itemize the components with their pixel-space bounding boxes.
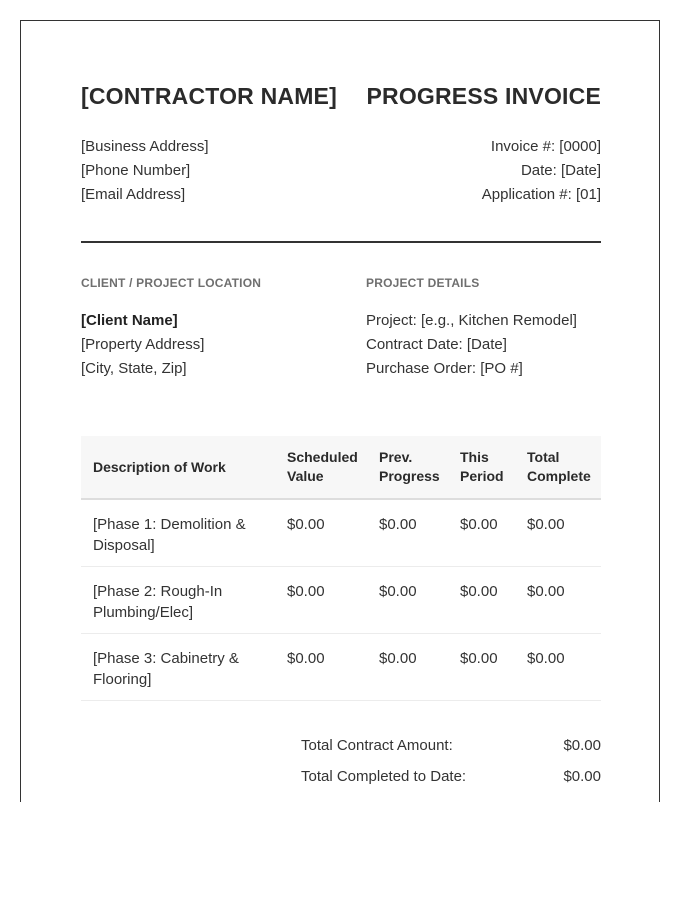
project-section-label: PROJECT DETAILS — [366, 276, 480, 290]
total-contract-value: $0.00 — [563, 737, 601, 754]
table-header-row — [81, 436, 601, 499]
purchase-order: Purchase Order: [PO #] — [366, 360, 523, 377]
header-scheduled-value: Scheduled Value — [281, 436, 373, 499]
cell-this-period: $0.00 — [454, 634, 521, 701]
city-state-zip: [City, State, Zip] — [81, 360, 187, 377]
contractor-name: [CONTRACTOR NAME] — [81, 83, 337, 109]
invoice-date: Date: [Date] — [520, 162, 601, 179]
table-row — [81, 634, 601, 701]
header-description: Description of Work — [81, 436, 281, 499]
project-info — [366, 309, 601, 381]
header-prev-progress: Prev. Progress — [373, 436, 454, 499]
business-phone: [Phone Number] — [81, 162, 191, 179]
cell-description: [Phase 3: Cabinetry & Flooring] — [81, 634, 281, 701]
business-email: [Email Address] — [81, 186, 186, 203]
property-address: [Property Address] — [81, 336, 205, 353]
cell-prev-progress: $0.00 — [373, 567, 454, 634]
project-name: Project: [e.g., Kitchen Remodel] — [366, 312, 577, 329]
cell-prev-progress: $0.00 — [373, 499, 454, 567]
cell-description: [Phase 2: Rough-In Plumbing/Elec] — [81, 567, 281, 634]
cell-total-complete: $0.00 — [521, 567, 601, 634]
document-title: PROGRESS INVOICE — [366, 83, 601, 109]
cell-this-period: $0.00 — [454, 567, 521, 634]
client-section-label: CLIENT / PROJECT LOCATION — [81, 276, 262, 290]
total-completed-label: Total Completed to Date: — [301, 768, 467, 785]
work-table — [81, 436, 601, 701]
totals-summary — [301, 737, 601, 799]
total-completed-value: $0.00 — [563, 768, 601, 785]
header-divider — [81, 241, 601, 243]
invoice-header — [81, 83, 601, 123]
table-row — [81, 567, 601, 634]
total-contract-row — [301, 737, 601, 768]
table-row — [81, 499, 601, 567]
header-total-complete: Total Complete — [521, 436, 601, 499]
cell-scheduled-value: $0.00 — [281, 499, 373, 567]
application-number: Application #: [01] — [481, 186, 601, 203]
invoice-page — [20, 20, 660, 802]
total-completed-row — [301, 768, 601, 799]
cell-scheduled-value: $0.00 — [281, 634, 373, 701]
total-contract-label: Total Contract Amount: — [301, 737, 453, 754]
client-name: [Client Name] — [81, 312, 178, 329]
header-this-period: This Period — [454, 436, 521, 499]
invoice-meta — [341, 135, 601, 207]
business-address: [Business Address] — [81, 138, 209, 155]
cell-scheduled-value: $0.00 — [281, 567, 373, 634]
business-info — [81, 135, 341, 207]
client-info — [81, 309, 351, 381]
cell-prev-progress: $0.00 — [373, 634, 454, 701]
invoice-number: Invoice #: [0000] — [490, 138, 601, 155]
cell-total-complete: $0.00 — [521, 634, 601, 701]
cell-total-complete: $0.00 — [521, 499, 601, 567]
cell-description: [Phase 1: Demolition & Disposal] — [81, 499, 281, 567]
contract-date: Contract Date: [Date] — [366, 336, 507, 353]
cell-this-period: $0.00 — [454, 499, 521, 567]
